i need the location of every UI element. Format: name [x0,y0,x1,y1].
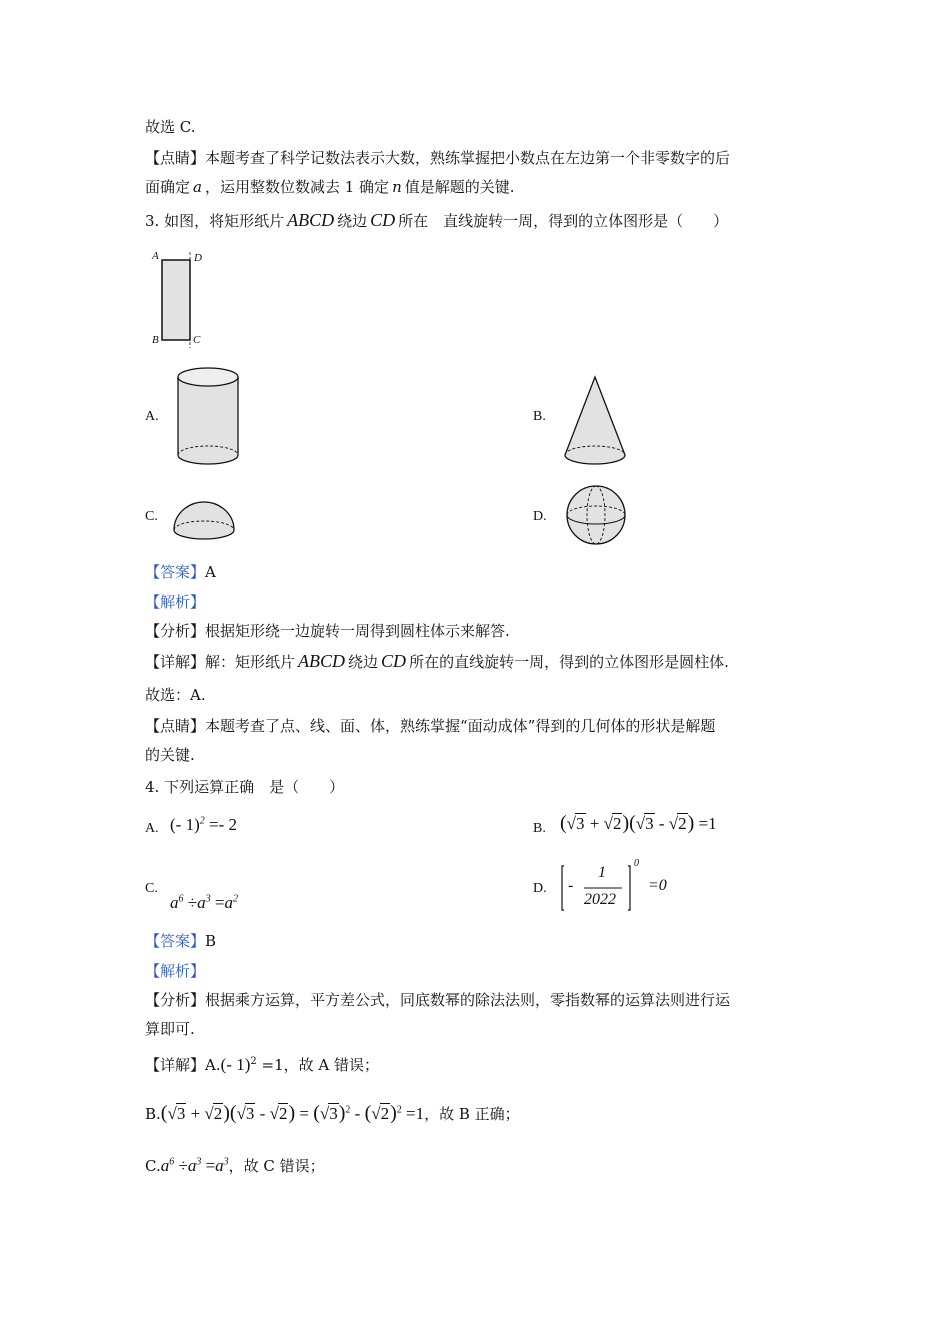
expr-exp: 2 [396,1104,402,1116]
expr-exp: 6 [169,1156,175,1168]
note-tag: 【点睛】 [145,149,206,167]
expr-exp: 2 [345,1104,351,1116]
var-a: a [215,1156,224,1175]
expr-exp: 2 [250,1056,257,1067]
radicand: 2 [213,1104,223,1123]
fenxi-tag: 【分析】 [145,622,206,640]
expr-exp: 3 [223,1156,229,1168]
plus-sign: + [589,814,600,833]
hemisphere-shape [170,498,238,546]
q4-option-a-expr [170,815,237,835]
radicand: 3 [576,814,585,833]
q3-text: 3. 如图，将矩形纸片 [145,212,285,230]
detail-tail: ，故 C 错误； [228,1157,325,1175]
radicand: 3 [329,1104,338,1123]
xiangjie-text: 绕边 [348,653,379,671]
q3-cd: CD [370,210,396,230]
radicand: 2 [380,1104,390,1123]
q3-text: 所在 直线旋转一周，得到的立体图形是（ ） [398,212,729,230]
q4-fenxi [145,989,730,1010]
expr-exp: 3 [205,893,211,905]
q3-dianjing-2: 的关键. [145,746,195,764]
q4-option-d-label: D. [533,881,547,896]
detail-prefix: C. [145,1157,161,1175]
cylinder-shape [172,363,244,469]
detail-tail: ，故 B 正确； [424,1105,520,1123]
q4-analysis-tag: 【解析】 [145,962,206,980]
note-text: 本题考查了科学记数法表示大数，熟练掌握把小数点在左边第一个非零数字的后 [205,149,731,167]
radicand: 3 [245,1104,255,1123]
expr-rhs: =1 [406,1104,425,1123]
expr-rhs: =- 2 [208,815,237,834]
xiangjie-text: 所在的直线旋转一周，得到的立体图形是圆柱体. [409,653,729,671]
q4-fenxi-2: 算即可. [145,1020,195,1038]
eq-sign: = [214,893,225,912]
q3-option-b-label: B. [533,409,546,424]
note-text: 值是解题的关键. [404,178,515,196]
var-a: a [193,178,202,196]
q4-option-c-label: C. [145,881,158,896]
q3-answer [145,561,216,582]
q4-detail-b: $B.(√3 + √2)(√3 - √2) = (√3)^2 - (√2)^2 =1$，故 B 正确； [145,1102,520,1124]
expr-exp: 3 [196,1156,202,1168]
var-a: a [187,1156,197,1175]
q4-option-c-expr [170,893,238,913]
q4-detail-a [145,1054,379,1075]
question-4: 4. 下列运算正确 是（ ） [145,778,345,796]
eq-sign: = [205,1156,216,1175]
expr-exp: 2 [199,815,205,827]
dianjing-tag: 【点睛】 [145,717,206,735]
fenxi-tag: 【分析】 [145,991,206,1009]
var-n: n [392,178,402,196]
fenxi-text: 根据矩形绕一边旋转一周得到圆柱体示来解答. [205,622,510,640]
detail-prefix: B. [145,1105,161,1123]
expr-rhs: =1 [261,1056,284,1074]
radicand: 3 [176,1104,186,1123]
expr-rhs: =1 [698,814,717,833]
minus-sign: - [658,814,665,833]
q3-option-c-label: C. [145,509,158,524]
conclusion-text: 故选 C. [145,118,196,136]
note-line-2 [145,176,515,197]
answer-tag: 【答案】 [145,932,206,950]
expr-base: (- 1) [220,1055,251,1074]
label-c: C [193,334,201,346]
var-a: a [160,1156,170,1175]
xiangjie-text: 解：矩形纸片 [205,653,296,671]
div-sign: ÷ [178,1156,188,1175]
var-a: a [224,893,233,912]
d-minus: - [568,877,574,894]
q3-option-a-label: A. [145,409,159,424]
q4-option-b-label: B. [533,821,546,836]
d-rhs: =0 [648,877,667,894]
xiangjie-tag: 【详解】 [145,653,206,671]
text-line [145,116,195,137]
expr-exp: 6 [178,893,184,905]
d-denominator: 2022 [584,891,616,908]
note-line [145,147,730,168]
answer-value: B [205,932,217,950]
q4-option-b-expr: (√3 + √2)(√3 - √2) =1 [560,812,717,834]
answer-value: A [205,563,216,581]
answer-tag: 【答案】 [145,563,206,581]
d-exponent: 0 [634,858,639,869]
div-sign: ÷ [187,893,198,912]
radicand: 2 [278,1104,288,1123]
q3-analysis-tag: 【解析】 [145,593,206,611]
q3-text: 绕边 [337,212,368,230]
xiangjie-cd: CD [381,651,407,671]
fenxi-text: 根据乘方运算，平方差公式，同底数幂的除法法则，零指数幂的运算法则进行运 [205,991,731,1009]
q3-guxuan: 故选：A. [145,686,206,704]
label-a: A [152,250,159,262]
expr-base: (- 1) [170,815,200,834]
q3-option-d-label: D. [533,509,547,524]
q3-abcd: ABCD [287,210,335,230]
xiangjie-abcd: ABCD [298,651,346,671]
q4-detail-c [145,1155,325,1176]
xiangjie-tag: 【详解】 [145,1056,206,1074]
sphere-shape [563,482,629,548]
detail-tail: ，故 A 错误； [283,1056,380,1074]
detail-prefix: A. [205,1056,221,1074]
radicand: 3 [645,814,654,833]
q4-answer [145,930,216,951]
q3-dianjing [145,715,715,736]
expr-exp: 2 [232,893,238,905]
cone-shape [561,373,633,469]
d-numerator: 1 [598,864,606,881]
q3-fenxi [145,620,510,641]
radicand: 2 [612,814,622,833]
var-a: a [197,893,206,912]
note-text: 面确定 [145,178,191,196]
question-3 [145,210,728,231]
label-b: B [152,334,159,346]
q3-xiangjie [145,651,729,672]
var-a: a [170,893,179,912]
dianjing-text: 本题考查了点、线、面、体，熟练掌握“面动成体”得到的几何体的形状是解题 [205,717,716,735]
note-text: ，运用整数位数减去 1 确定 [204,178,390,196]
label-d: D [194,252,202,264]
radicand: 2 [678,814,687,833]
q4-option-a-label: A. [145,821,159,836]
